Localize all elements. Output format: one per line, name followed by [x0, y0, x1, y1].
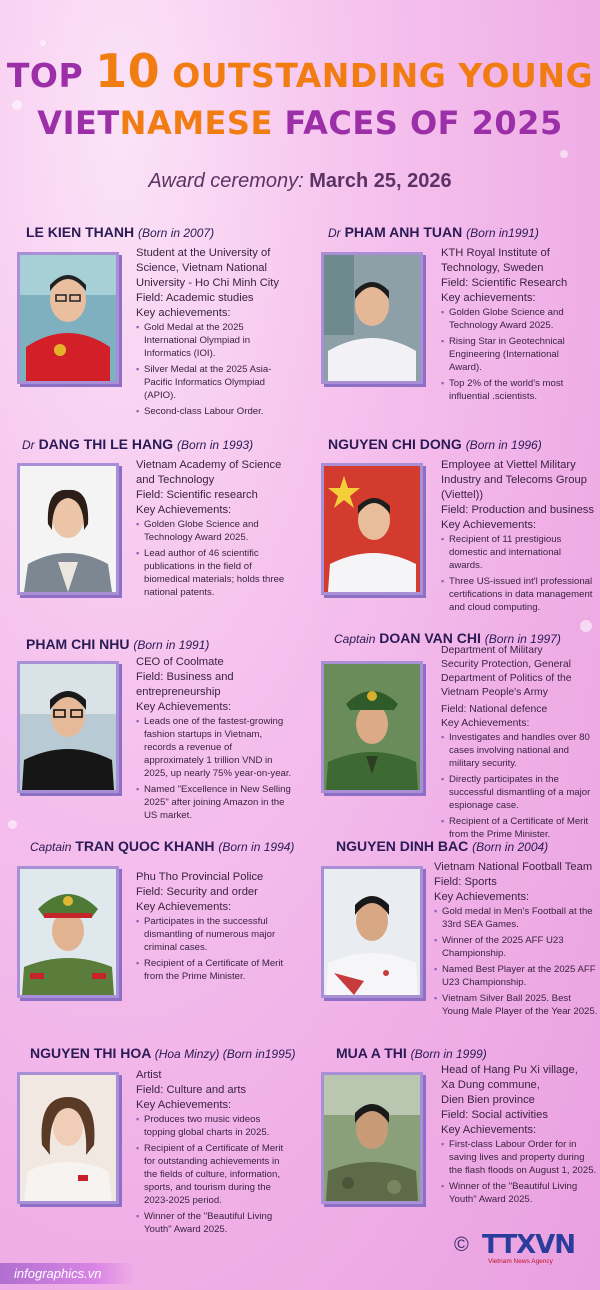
- profile-name-text: NGUYEN CHI DONG: [328, 436, 462, 452]
- info-line: Science, Vietnam National: [136, 262, 268, 274]
- info-line: Field: Scientific research: [136, 489, 258, 501]
- profile-born: (Hoa Minzy) (Born in1995): [154, 1047, 296, 1061]
- achievement-item: ▪ Named "Excellence in New Selling 2025" after joining Amazon in the US market.: [136, 783, 292, 822]
- title-word: VIET: [37, 104, 120, 142]
- achievement-item: ▪ Golden Globe Science and Technology Award 2025.: [441, 306, 591, 332]
- title-word: TOP: [6, 56, 84, 95]
- sparkle: [8, 820, 17, 829]
- profile-name-text: TRAN QUOC KHANH: [75, 838, 215, 854]
- achievement-item: ▪ Lead author of 46 scientific publications in the field of biomedical materials; holds three national patents.: [136, 547, 292, 599]
- award-ceremony-label: Award ceremony:: [148, 170, 304, 192]
- achievement-item: ▪ Gold medal in Men's Football at the 33rd SEA Games.: [434, 905, 598, 931]
- profile-born: (Born in 1993): [177, 438, 254, 452]
- profile-born: (Born in 1997): [484, 632, 561, 646]
- info-line: Employee at Viettel Military: [441, 459, 576, 471]
- info-line: entrepreneurship: [136, 686, 221, 698]
- achievement-item: ▪ Winner of the 2025 AFF U23 Championship.: [434, 934, 598, 960]
- profile-info: [441, 644, 596, 844]
- profile-born: (Born in1991): [466, 226, 539, 240]
- profile-name: [336, 1045, 487, 1061]
- copyright-icon: ©: [454, 1234, 469, 1256]
- profile-name-text: DOAN VAN CHI: [379, 630, 481, 646]
- profile-name: [22, 436, 253, 452]
- profile-info: [136, 458, 292, 602]
- info-line: Student at the University of: [136, 247, 271, 259]
- info-line: CEO of Coolmate: [136, 656, 224, 668]
- info-line: Dien Bien province: [441, 1094, 535, 1106]
- title-line-2: [0, 104, 600, 142]
- info-line: KTH Royal Institute of: [441, 247, 550, 259]
- ttxvn-logo: [454, 1230, 584, 1270]
- info-line: Key Achievements:: [434, 891, 530, 903]
- info-line: Field: Academic studies: [136, 292, 254, 304]
- profile-info: [441, 1063, 598, 1209]
- info-line: Key Achievements:: [136, 504, 232, 516]
- award-ceremony-date: March 25, 2026: [309, 170, 452, 192]
- achievement-item: ▪ First-class Labour Order for in saving lives and property during the flash floods on August 1, 2025.: [441, 1138, 598, 1177]
- title-word: NAMESE: [119, 104, 273, 142]
- info-line: Technology, Sweden: [441, 262, 544, 274]
- profile-rank: Captain: [334, 632, 376, 646]
- profile-name-text: DANG THI LE HANG: [38, 436, 174, 452]
- profile-info: [136, 246, 286, 421]
- info-line: (Viettel)): [441, 489, 484, 501]
- info-line: and Technology: [136, 474, 215, 486]
- profile-born: (Born in 1999): [410, 1047, 487, 1061]
- profile-info: [434, 860, 598, 1021]
- profile-name-text: NGUYEN DINH BAC: [336, 838, 469, 854]
- portrait-photo: [17, 661, 119, 793]
- achievement-item: ▪ Recipient of a Certificate of Merit for outstanding achievements in the fields of culture, information, sports, and tourism during the 2023-2025 period.: [136, 1142, 292, 1207]
- portrait-photo: [17, 1072, 119, 1204]
- sparkle: [580, 620, 592, 632]
- info-line: Department of Politics of the: [441, 673, 572, 684]
- info-line: Field: Business and: [136, 671, 234, 683]
- portrait-photo: [17, 463, 119, 595]
- achievement-item: ▪ Produces two music videos topping global charts in 2025.: [136, 1113, 292, 1139]
- profile-born: (Born in 2007): [138, 226, 215, 240]
- achievement-item: ▪ Named Best Player at the 2025 AFF U23 Championship.: [434, 963, 598, 989]
- info-line: Field: Social activities: [441, 1109, 548, 1121]
- profile-rank: Captain: [30, 840, 72, 854]
- profile-name-text: NGUYEN THI HOA: [30, 1045, 151, 1061]
- achievement-item: ▪ Second-class Labour Order.: [136, 405, 286, 418]
- info-line: Xa Dung commune,: [441, 1079, 540, 1091]
- achievement-item: ▪ Recipient of 11 prestigious domestic and international awards.: [441, 533, 596, 572]
- profile-info: [136, 870, 292, 986]
- profile-info: [136, 1068, 292, 1239]
- profile-name: [328, 224, 539, 240]
- info-line: Field: Sports: [434, 876, 497, 888]
- info-line: Vietnam People's Army: [441, 687, 548, 698]
- profile-info: [441, 246, 591, 406]
- profile-name: [30, 838, 294, 854]
- profile-info: [441, 458, 596, 617]
- profile-name: [26, 636, 209, 652]
- portrait-photo: [321, 866, 423, 998]
- info-line: Department of Military: [441, 645, 543, 656]
- title-word: OUTSTANDING YOUNG: [172, 56, 594, 95]
- profile-name: [30, 1045, 295, 1061]
- sparkle: [560, 150, 568, 158]
- achievement-item: ▪ Silver Medal at the 2025 Asia-Pacific Informatics Olympiad (APIO).: [136, 363, 286, 402]
- profile-name-text: PHAM ANH TUAN: [344, 224, 463, 240]
- profile-name-text: LE KIEN THANH: [26, 224, 135, 240]
- info-line: Field: National defence: [441, 704, 548, 715]
- profile-name-text: PHAM CHI NHU: [26, 636, 130, 652]
- portrait-photo: [17, 866, 119, 998]
- info-line: Key Achievements:: [441, 718, 530, 729]
- logo-text: TTXVN: [482, 1230, 575, 1260]
- achievement-item: ▪ Recipient of a Certificate of Merit from the Prime Minister.: [136, 957, 292, 983]
- profile-rank: Dr: [328, 226, 341, 240]
- site-link[interactable]: infographics.vn: [0, 1263, 135, 1284]
- award-ceremony: [0, 170, 600, 193]
- info-line: University - Ho Chi Minh City: [136, 277, 279, 289]
- portrait-photo: [321, 463, 423, 595]
- profile-born: (Born in 1991): [133, 638, 210, 652]
- achievement-item: ▪ Winner of the "Beautiful Living Youth" Award 2025.: [441, 1180, 598, 1206]
- profile-name: [26, 224, 214, 240]
- info-line: Field: Security and order: [136, 886, 258, 898]
- achievement-item: ▪ Top 2% of the world's most influential .scientists.: [441, 377, 591, 403]
- profile-rank: Dr: [22, 438, 35, 452]
- info-line: Field: Scientific Research: [441, 277, 568, 289]
- info-line: Key Achievements:: [136, 701, 232, 713]
- info-line: Head of Hang Pu Xi village,: [441, 1064, 578, 1076]
- info-line: Key Achievements:: [441, 1124, 537, 1136]
- profile-name: [336, 838, 548, 854]
- achievement-item: ▪ Leads one of the fastest-growing fashion startups in Vietnam, records a revenue of approximately 1 trillion VND in 2025, up nearly 75% year-on-year.: [136, 715, 292, 780]
- profile-info: [136, 655, 292, 825]
- portrait-photo: [321, 1072, 423, 1204]
- info-line: Industry and Telecoms Group: [441, 474, 587, 486]
- achievement-item: ▪ Winner of the "Beautiful Living Youth" Award 2025.: [136, 1210, 292, 1236]
- info-line: Field: Production and business: [441, 504, 594, 516]
- achievement-item: ▪ Recipient of a Certificate of Merit from the Prime Minister.: [441, 815, 596, 841]
- info-line: Vietnam Academy of Science: [136, 459, 282, 471]
- profile-name: [328, 436, 542, 452]
- achievement-item: ▪ Investigates and handles over 80 cases involving national and military security.: [441, 731, 596, 770]
- profile-born: (Born in 1994): [218, 840, 295, 854]
- info-line: Phu Tho Provincial Police: [136, 871, 264, 883]
- achievement-item: ▪ Rising Star in Geotechnical Engineering (International Award).: [441, 335, 591, 374]
- info-line: Key achievements:: [441, 292, 536, 304]
- info-line: Security Protection, General: [441, 659, 571, 670]
- portrait-photo: [321, 661, 423, 793]
- achievement-item: ▪ Three US-issued int'l professional certifications in data management and cloud computing.: [441, 575, 596, 614]
- info-line: Key Achievements:: [136, 901, 232, 913]
- title-number: 10: [95, 44, 161, 98]
- profile-name-text: MUA A THI: [336, 1045, 407, 1061]
- info-line: Field: Culture and arts: [136, 1084, 247, 1096]
- info-line: Artist: [136, 1069, 162, 1081]
- profile-born: (Born in 2004): [472, 840, 549, 854]
- portrait-photo: [321, 252, 423, 384]
- portrait-photo: [17, 252, 119, 384]
- info-line: Key Achievements:: [441, 519, 537, 531]
- achievement-item: ▪ Vietnam Silver Ball 2025. Best Young Male Player of the Year 2025.: [434, 992, 598, 1018]
- achievement-item: ▪ Participates in the successful dismantling of numerous major criminal cases.: [136, 915, 292, 954]
- logo-agency: Vietnam News Agency: [488, 1258, 553, 1265]
- info-line: Key Achievements:: [136, 1099, 232, 1111]
- achievement-item: ▪ Gold Medal at the 2025 International Olympiad in Informatics (IOI).: [136, 321, 286, 360]
- info-line: Vietnam National Football Team: [434, 861, 593, 873]
- profile-born: (Born in 1996): [465, 438, 542, 452]
- title-line-1: [0, 44, 600, 98]
- achievement-item: ▪ Golden Globe Science and Technology Award 2025.: [136, 518, 292, 544]
- achievement-item: ▪ Directly participates in the successful dismantling of a major espionage case.: [441, 773, 596, 812]
- info-line: Key achievements:: [136, 307, 231, 319]
- title-word: FACES OF 2025: [284, 104, 563, 142]
